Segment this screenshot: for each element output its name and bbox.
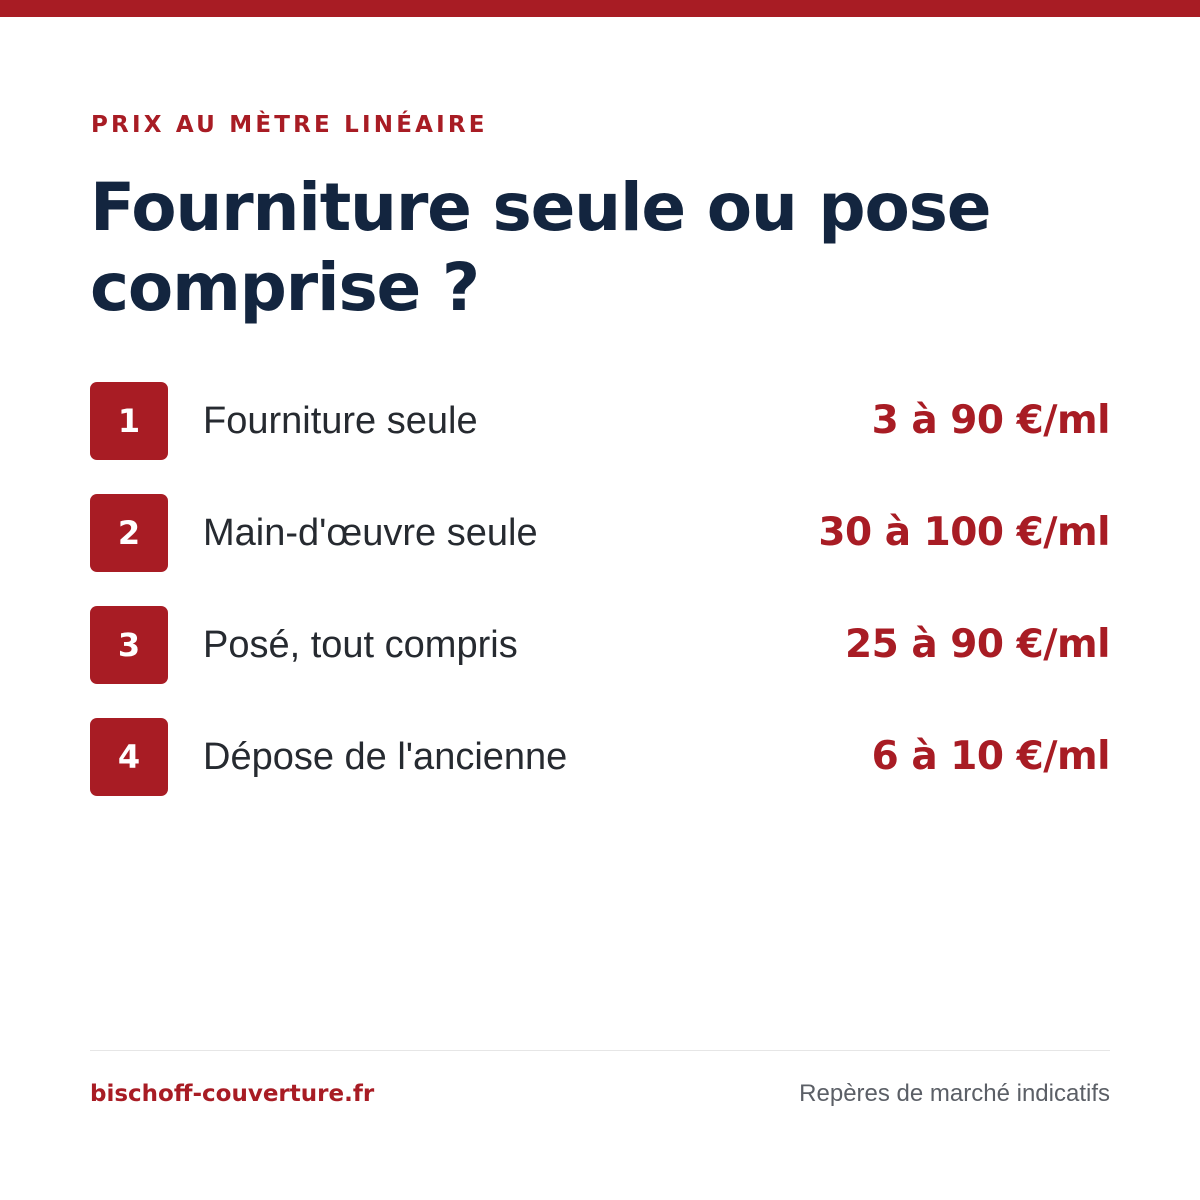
price-row-3 [90,606,1110,684]
top-accent-bar [0,0,1200,17]
row-label: Dépose de l'ancienne [203,736,568,778]
price-list [90,382,1110,830]
row-price: 3 à 90 €/ml [871,398,1110,443]
row-number-badge: 4 [90,718,168,796]
price-row-1 [90,382,1110,460]
eyebrow-label: PRIX AU MÈTRE LINÉAIRE [91,112,488,138]
footer-divider [90,1050,1110,1051]
row-price: 6 à 10 €/ml [871,734,1110,779]
row-number-badge: 3 [90,606,168,684]
row-label: Posé, tout compris [203,624,518,666]
row-label: Main-d'œuvre seule [203,512,538,554]
row-price: 25 à 90 €/ml [845,622,1110,667]
row-label: Fourniture seule [203,400,478,442]
row-number-badge: 1 [90,382,168,460]
page-title: Fourniture seule ou pose comprise ? [90,169,991,326]
price-row-4 [90,718,1110,796]
row-price: 30 à 100 €/ml [818,510,1110,555]
price-row-2 [90,494,1110,572]
footer-note: Repères de marché indicatifs [799,1080,1110,1107]
row-number-badge: 2 [90,494,168,572]
website-link[interactable]: bischoff-couverture.fr [90,1081,375,1107]
